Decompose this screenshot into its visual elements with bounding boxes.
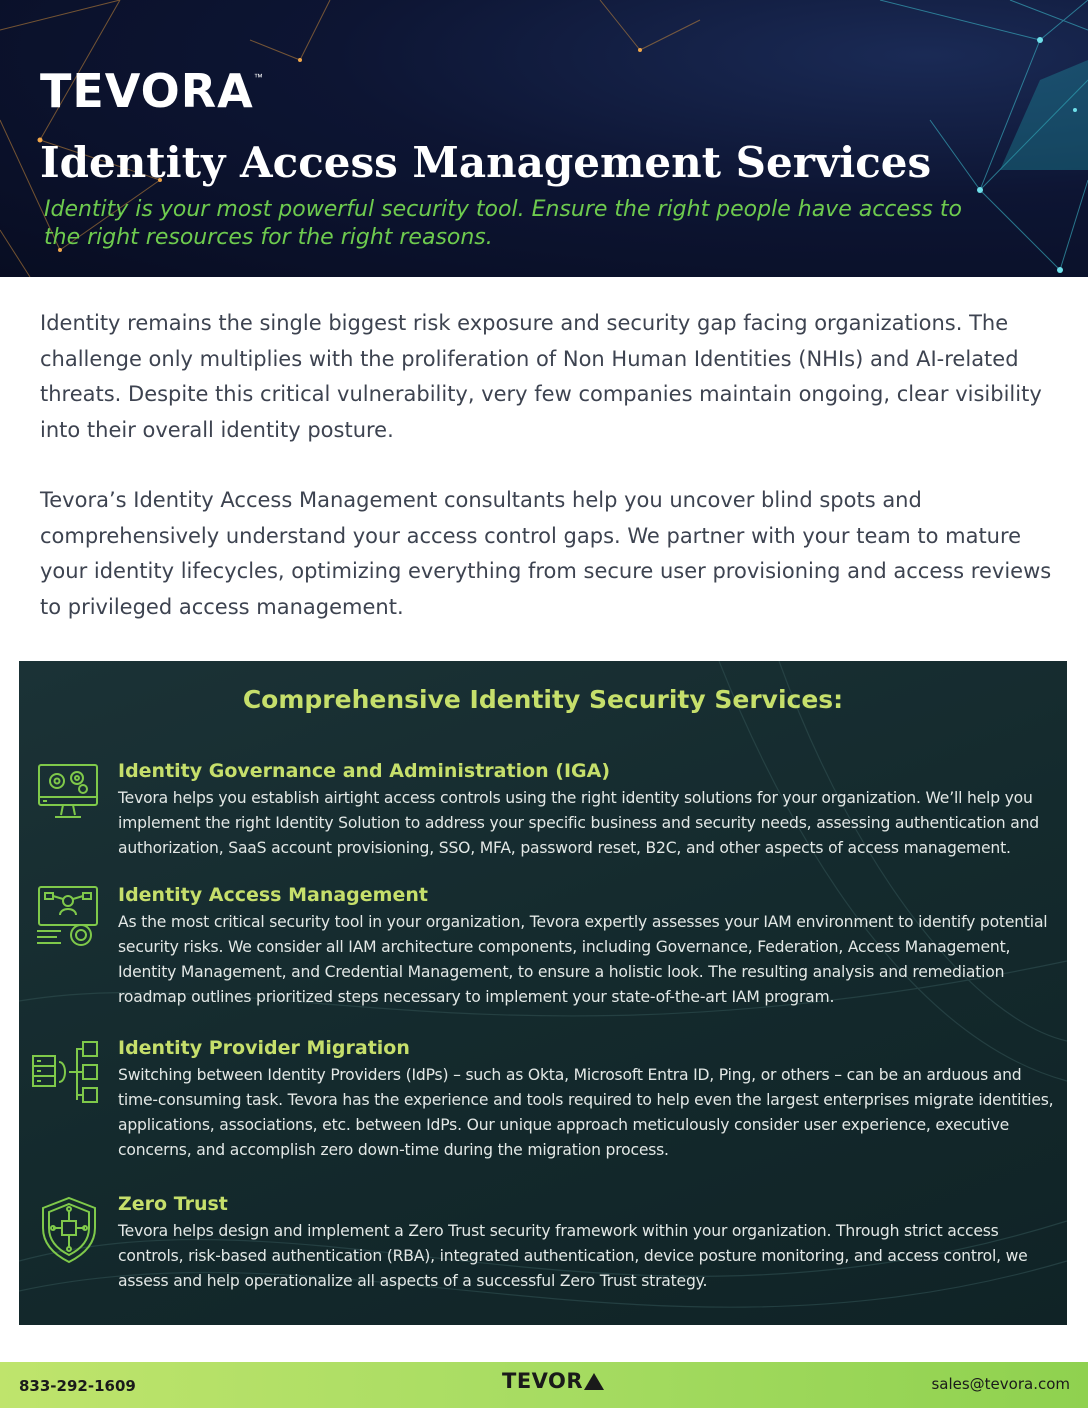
services-panel [19, 661, 1067, 1325]
trademark-mark: ™ [253, 72, 263, 82]
hero-banner [0, 0, 1088, 277]
logo-triangle-icon [584, 1373, 604, 1390]
page-title: Identity Access Management Services [40, 138, 932, 187]
monitor-gears-icon [33, 761, 105, 833]
server-migration-icon [29, 1038, 101, 1110]
service-heading: Identity Provider Migration [118, 1037, 410, 1059]
tevora-logo [40, 66, 263, 116]
footer-tevora-logo [502, 1371, 604, 1392]
footer-bar [0, 1362, 1088, 1408]
intro-paragraph-1: Identity remains the single biggest risk exposure and security gap facing organizations. The challenge only multiplies with the proliferation of Non Human Identities (NHIs) and AI-related threats. Despite this critical vulnerability, very few companies maintain ongoing, clear visibility into their overall identity posture. [40, 311, 1042, 442]
shield-circuit-icon [33, 1194, 105, 1266]
service-description: Tevora helps you establish airtight access controls using the right identity solutions for your organization. We’ll help you implement the right Identity Solution to address your specific business and security needs, assessing authentication and authorization, SaaS account provisioning, SSO, MFA, password reset, B2C, and other aspects of access management. [118, 789, 1039, 857]
page-subtitle: Identity is your most powerful security tool. Ensure the right people have access to the right resources for the right reasons. [44, 197, 962, 250]
footer-logo-wordmark: TEVOR [502, 1369, 584, 1393]
footer-email-link[interactable]: sales@tevora.com [931, 1375, 1070, 1393]
footer-phone[interactable]: 833-292-1609 [19, 1377, 136, 1395]
service-description: Switching between Identity Providers (IdPs) – such as Okta, Microsoft Entra ID, Ping, or others – can be an arduous and time-consuming task. Tevora has the experience and tools required to help even the largest enterprises migrate identities, applications, associations, etc. between IdPs. Our unique approach meticulously consider user experience, executive concerns, and accomplish zero down-time during the migration process. [118, 1066, 1054, 1159]
services-title: Comprehensive Identity Security Services: [242, 685, 844, 714]
service-heading: Identity Governance and Administration (IGA) [118, 760, 611, 782]
service-description: Tevora helps design and implement a Zero Trust security framework within your organization. Through strict access controls, risk-based authentication (RBA), integrated authentication, device posture monitoring, and access control, we assess and help operationalize all aspects of a successful Zero Trust strategy. [118, 1222, 1028, 1290]
intro-section [40, 306, 1060, 625]
service-heading: Zero Trust [118, 1193, 228, 1215]
intro-paragraph-2: Tevora’s Identity Access Management consultants help you uncover blind spots and comprehensively understand your access control gaps. We partner with your team to mature your identity lifecycles, optimizing everything from secure user provisioning and access reviews to privileged access management. [40, 488, 1052, 619]
service-heading: Identity Access Management [118, 884, 428, 906]
logo-wordmark: TEVORA [40, 64, 254, 118]
network-user-icon [33, 885, 105, 957]
service-description: As the most critical security tool in your organization, Tevora expertly assesses your IAM environment to identify potential security risks. We consider all IAM architecture components, including Governance, Federation, Access Management, Identity Management, and Credential Management, to ensure a holistic look. The resulting analysis and remediation roadmap outlines prioritized steps necessary to implement your state-of-the-art IAM program. [118, 913, 1048, 1006]
